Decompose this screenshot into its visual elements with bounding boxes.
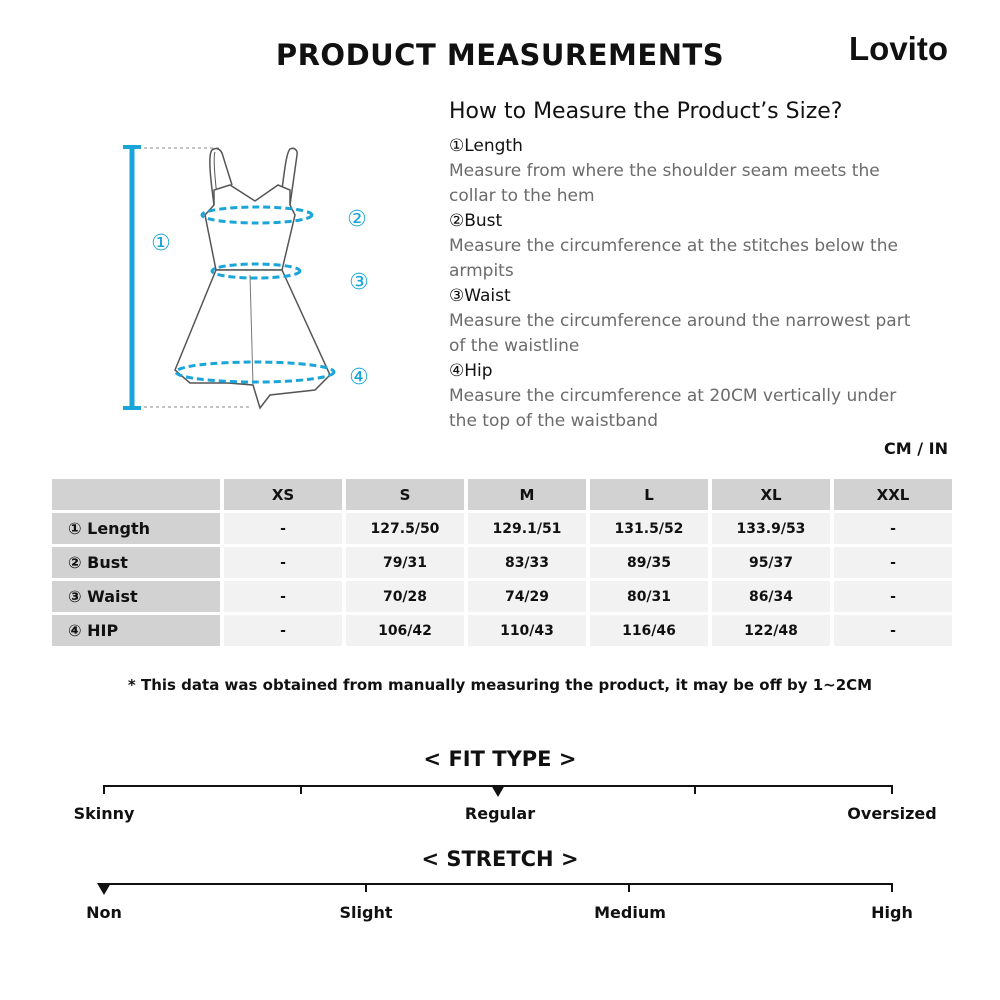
row-label: ③ Waist	[52, 581, 220, 612]
stretch-label-medium: Medium	[594, 903, 666, 922]
measure-item-title: ①Length	[449, 136, 523, 156]
row-label: ② Bust	[52, 547, 220, 578]
measure-item-desc: Measure from where the shoulder seam meets the collar to the hem	[449, 161, 880, 206]
column-header: XS	[224, 479, 342, 510]
table-cell: 133.9/53	[712, 513, 830, 544]
table-cell: 83/33	[468, 547, 586, 578]
fit-type-title: < FIT TYPE >	[423, 747, 577, 771]
table-cell: -	[834, 547, 952, 578]
table-cell: 106/42	[346, 615, 464, 646]
row-label: ① Length	[52, 513, 220, 544]
table-row	[52, 513, 952, 544]
column-header: L	[590, 479, 708, 510]
garment-diagram	[110, 135, 380, 425]
table-corner-cell	[52, 479, 220, 510]
table-row	[52, 615, 952, 646]
column-header: XXL	[834, 479, 952, 510]
table-cell: 95/37	[712, 547, 830, 578]
column-header: XL	[712, 479, 830, 510]
table-cell: 129.1/51	[468, 513, 586, 544]
table-cell: 80/31	[590, 581, 708, 612]
disclaimer-note: * This data was obtained from manually measuring the product, it may be off by 1~2CM	[127, 676, 873, 694]
measure-item-title: ④Hip	[449, 361, 493, 381]
fit-label-oversized: Oversized	[847, 804, 937, 823]
measure-item-desc: Measure the circumference around the narrowest part of the waistline	[449, 311, 911, 356]
measure-item-title: ②Bust	[449, 211, 503, 231]
table-cell: -	[834, 581, 952, 612]
stretch-label-high: High	[871, 903, 913, 922]
table-row	[52, 547, 952, 578]
fit-label-skinny: Skinny	[73, 804, 135, 823]
table-cell: -	[224, 581, 342, 612]
table-cell: -	[224, 513, 342, 544]
table-cell: -	[224, 547, 342, 578]
fit-label-regular: Regular	[464, 804, 536, 823]
table-cell: 122/48	[712, 615, 830, 646]
how-to-heading: How to Measure the Product’s Size?	[449, 99, 843, 124]
stretch-label-non: Non	[86, 903, 122, 922]
diagram-label-waist: ③	[349, 270, 369, 295]
table-cell: 131.5/52	[590, 513, 708, 544]
table-cell: -	[834, 513, 952, 544]
table-cell: -	[834, 615, 952, 646]
table-row	[52, 581, 952, 612]
column-header: S	[346, 479, 464, 510]
measure-item-desc: Measure the circumference at the stitches below the armpits	[449, 236, 898, 281]
measure-item-bust	[449, 209, 969, 284]
size-table	[48, 476, 956, 649]
measure-item-desc: Measure the circumference at 20CM vertically under the top of the waistband	[449, 386, 897, 431]
stretch-marker	[97, 883, 111, 895]
brand-logo: Lovito	[849, 30, 948, 67]
table-cell: 110/43	[468, 615, 586, 646]
measure-item-waist	[449, 284, 969, 359]
table-cell: 86/34	[712, 581, 830, 612]
how-to-measure	[449, 99, 969, 434]
stretch-scale	[95, 878, 905, 898]
diagram-label-hip: ④	[349, 365, 369, 390]
table-cell: 89/35	[590, 547, 708, 578]
fit-type-scale	[95, 780, 905, 800]
row-label: ④ HIP	[52, 615, 220, 646]
table-cell: 79/31	[346, 547, 464, 578]
page-title: PRODUCT MEASUREMENTS	[275, 38, 725, 72]
unit-label: CM / IN	[884, 439, 948, 458]
fit-type-marker	[491, 785, 505, 797]
measure-item-length	[449, 134, 969, 209]
table-header-row	[52, 479, 952, 510]
table-cell: 74/29	[468, 581, 586, 612]
diagram-label-length: ①	[151, 231, 171, 256]
measure-item-title: ③Waist	[449, 286, 511, 306]
measure-item-hip	[449, 359, 969, 434]
column-header: M	[468, 479, 586, 510]
table-cell: 116/46	[590, 615, 708, 646]
table-cell: -	[224, 615, 342, 646]
stretch-title: < STRETCH >	[421, 847, 579, 871]
table-cell: 127.5/50	[346, 513, 464, 544]
stretch-label-slight: Slight	[339, 903, 393, 922]
diagram-label-bust: ②	[347, 207, 367, 232]
table-cell: 70/28	[346, 581, 464, 612]
